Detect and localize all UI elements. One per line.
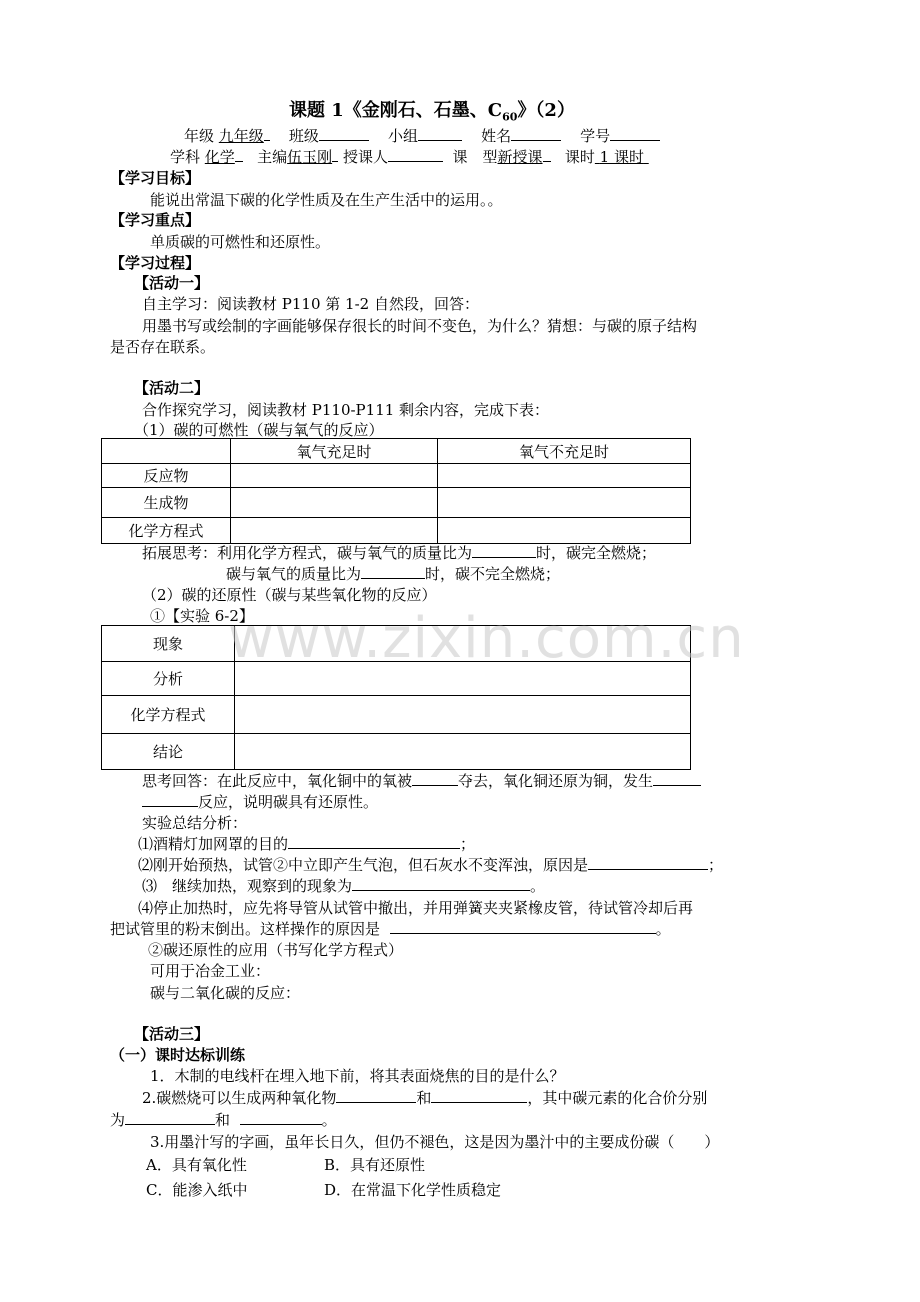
question-3: ⑶ 继续加热，观察到的现象为 。 [142,877,546,895]
focus-heading: 【学习重点】 [110,211,201,229]
answer-blank[interactable] [472,543,536,558]
table-header-cell [102,439,231,464]
practice-q2: 2.碳燃烧可以生成两种氧化物 和 ，其中碳元素的化合价分别 [142,1089,708,1107]
table-row-label: 结论 [102,734,235,770]
section-heading: （一）课时达标训练 [110,1046,246,1064]
activity1-line3: 是否存在联系。 [110,338,216,356]
activity1-line2: 用墨书写或绘制的字画能够保存很长的时间不变色，为什么？猜想：与碳的原子结构 [142,317,698,335]
experiment-label: ①【实验 6-2】 [150,607,254,625]
answer-cell[interactable] [235,734,691,770]
reduction-subtitle: （2）碳的还原性（碳与某些氧化物的反应） [142,586,437,604]
option-c[interactable]: C．能渗入纸中 [146,1181,248,1199]
flammability-subtitle: （1）碳的可燃性（碳与氧气的反应） [134,421,384,439]
option-a[interactable]: A．具有氧化性 [146,1156,247,1174]
focus-text: 单质碳的可燃性和还原性。 [150,233,331,251]
option-d[interactable]: D．在常温下化学性质稳定 [324,1181,502,1199]
extend-thinking-2: 碳与氧气的质量比为 时，碳不完全燃烧； [226,565,561,583]
answer-cell[interactable] [438,464,691,488]
question-4b: 把试管里的粉末倒出。这样操作的原因是 。 [110,920,671,938]
process-heading: 【学习过程】 [110,254,201,272]
page-title: 课题 1《金刚石、石墨、$C_{60}$》（2） [289,100,575,124]
answer-blank[interactable] [412,771,458,786]
table-row-label: 化学方程式 [102,696,235,734]
answer-blank[interactable] [352,876,530,891]
answer-cell[interactable] [231,488,438,518]
summary-heading: 实验总结分析： [142,814,248,832]
practice-q2-cont: 为 和 。 [110,1111,337,1129]
question-4a: ⑷停止加热时，应先将导管从试管中撤出，并用弹簧夹夹紧橡皮管，待试管冷却后再 [138,899,694,917]
table-row-label: 现象 [102,626,235,662]
answer-cell[interactable] [231,518,438,544]
goal-text: 能说出常温下碳的化学性质及在生产生活中的运用。。 [150,191,503,209]
think-answer-2: 反应，说明碳具有还原性。 [142,792,378,812]
activity2-heading: 【活动二】 [134,379,210,397]
extend-thinking-1: 拓展思考：利用化学方程式，碳与氧气的质量比为 时，碳完全燃烧； [142,544,657,562]
table-row-label: 化学方程式 [102,518,231,544]
answer-cell[interactable] [235,696,691,734]
flammability-table [101,438,691,544]
activity1-line1: 自主学习：阅读教材 P110 第 1-2 自然段，回答： [142,295,479,313]
table-header-cell: 氧气充足时 [231,439,438,464]
answer-blank[interactable] [336,1088,416,1103]
answer-blank[interactable] [653,771,701,786]
activity2-line1: 合作探究学习，阅读教材 P110-P111 剩余内容，完成下表： [142,401,550,419]
answer-blank[interactable] [390,919,656,934]
answer-blank[interactable] [240,1110,322,1125]
table-header-cell: 氧气不充足时 [438,439,691,464]
practice-q1: 1．木制的电线杆在埋入地下前，将其表面烧焦的目的是什么？ [150,1067,565,1085]
application-metallurgy: 可用于冶金工业： [150,962,271,980]
table-row-label: 生成物 [102,488,231,518]
answer-blank[interactable] [431,1088,527,1103]
application-co2: 碳与二氧化碳的反应： [150,984,301,1002]
watermark: www.zixin.com.cn [228,606,745,671]
answer-blank[interactable] [588,855,708,870]
activity3-heading: 【活动三】 [134,1025,210,1043]
activity1-heading: 【活动一】 [134,274,210,292]
question-2: ⑵刚开始预热，试管②中立即产生气泡，但石灰水不变浑浊，原因是 ； [138,856,724,874]
answer-cell[interactable] [231,464,438,488]
option-b[interactable]: B．具有还原性 [324,1156,426,1174]
answer-blank[interactable] [142,792,198,807]
table-row-label: 分析 [102,662,235,696]
answer-cell[interactable] [438,518,691,544]
question-1: ⑴酒精灯加网罩的目的 ； [138,835,476,853]
think-answer-1: 思考回答：在此反应中，氧化铜中的氧被 夺去，氧化铜还原为铜，发生 [142,771,701,791]
application-heading: ②碳还原性的应用（书写化学方程式） [148,941,404,959]
table-row-label: 反应物 [102,464,231,488]
info-line-1: 年级 九年级 班级 小组 姓名 学号 [184,126,660,146]
practice-q3: 3.用墨汁写的字画，虽年长日久，但仍不褪色，这是因为墨汁中的主要成份碳（ ） [150,1133,720,1151]
info-line-2: 学科 化学 主编伍玉刚 授课人 课 型新授课 课时 1 课时 [170,148,644,166]
answer-blank[interactable] [361,564,425,579]
answer-blank[interactable] [125,1110,215,1125]
answer-cell[interactable] [438,488,691,518]
goal-heading: 【学习目标】 [110,169,201,187]
answer-blank[interactable] [288,834,460,849]
